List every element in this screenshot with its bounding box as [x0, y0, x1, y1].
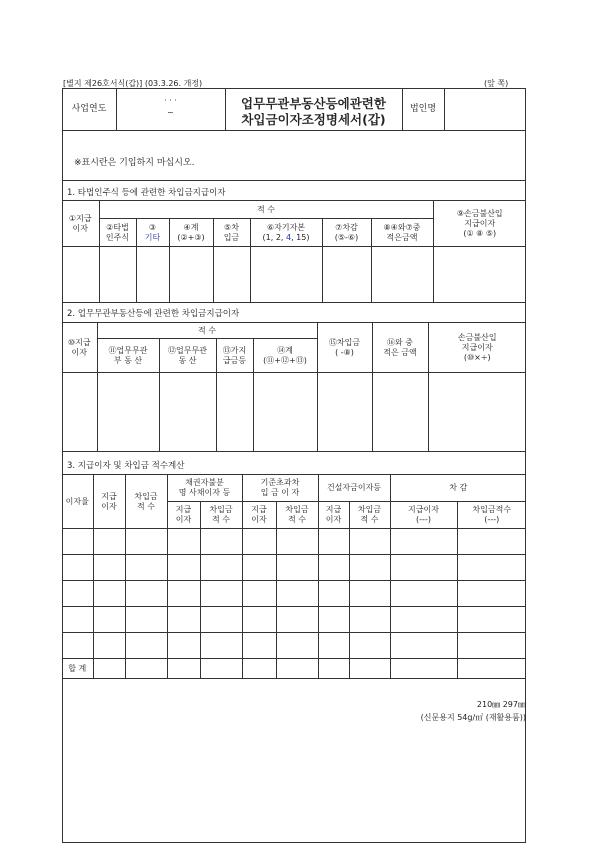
s3-g3-interest: 지급 이자: [318, 502, 349, 529]
s3-total-cell[interactable]: [349, 659, 390, 679]
s3-cell[interactable]: [390, 581, 457, 607]
s3-g3-loan: 차입금 적 수: [349, 502, 390, 529]
s3-cell[interactable]: [349, 529, 390, 555]
s3-g2-interest: 지급 이자: [242, 502, 276, 529]
section2-title: 2. 업무무관부동산등에 관련한 차입금지급이자: [67, 309, 240, 319]
s3-cell[interactable]: [276, 581, 318, 607]
s1-col6: [250, 219, 322, 247]
s2-col16: ⑯와 중 적은 금액: [372, 323, 428, 373]
s3-cell[interactable]: [200, 633, 242, 659]
s2-cell-1[interactable]: [62, 373, 97, 452]
s3-total-cell[interactable]: [457, 659, 526, 679]
s3-interest-header: 지급 이자: [93, 475, 125, 529]
s3-total-cell[interactable]: [318, 659, 349, 679]
s3-cell[interactable]: [390, 555, 457, 581]
s3-loan-header: 차입금 적 수: [125, 475, 167, 529]
s1-group-label: 적 수: [99, 201, 433, 219]
s3-total-cell[interactable]: [200, 659, 242, 679]
s2-col17: 손금불산입 지급이자 (⑩×÷): [428, 323, 526, 373]
s2-col10: ⑩지급 이자: [62, 323, 97, 373]
s3-cell[interactable]: [457, 607, 526, 633]
s2-col11: ⑪업무무관 부 동 산: [97, 339, 159, 373]
s3-cell[interactable]: [457, 555, 526, 581]
s3-row[interactable]: [62, 607, 93, 633]
s1-cell-9[interactable]: [433, 247, 526, 303]
s3-total-cell[interactable]: [125, 659, 167, 679]
s1-cell-3[interactable]: [136, 247, 169, 303]
s3-cell[interactable]: [93, 633, 125, 659]
s1-col7: ⑦차감 (⑤-⑥): [322, 219, 371, 247]
s3-cell[interactable]: [200, 555, 242, 581]
s3-cell[interactable]: [167, 555, 200, 581]
s3-cell[interactable]: [276, 607, 318, 633]
date-dots: · · ·: [164, 96, 177, 105]
s3-row[interactable]: [62, 555, 93, 581]
s3-cell[interactable]: [318, 633, 349, 659]
section3-table: [62, 474, 526, 679]
s3-g2-loan: 차입금 적 수: [276, 502, 318, 529]
section1-table: [62, 200, 526, 303]
s3-g4-loan: 차입금적수 (---): [457, 502, 526, 529]
s3-cell[interactable]: [276, 633, 318, 659]
s2-cell-2[interactable]: [97, 373, 159, 452]
s1-col3: [136, 219, 169, 247]
s3-cell[interactable]: [93, 555, 125, 581]
s3-group1: 채권자불분 명 사채이자 등: [167, 475, 242, 502]
s3-total-cell[interactable]: [93, 659, 125, 679]
corp-name-label: 법인명: [409, 104, 437, 114]
s2-col15: ⑮차입금 ( -⑧): [317, 323, 372, 373]
s3-total-cell[interactable]: [276, 659, 318, 679]
s3-total-cell[interactable]: [390, 659, 457, 679]
s2-col13: ⑬가지 급금등: [216, 339, 253, 373]
s1-cell-6[interactable]: [250, 247, 322, 303]
section2-table: [62, 322, 526, 452]
s2-cell-7[interactable]: [372, 373, 428, 452]
section1-title: 1. 타법인주식 등에 관련한 차입금지급이자: [67, 188, 226, 198]
s1-col3-num: ③: [148, 222, 157, 232]
s1-cell-7[interactable]: [322, 247, 371, 303]
s2-cell-8[interactable]: [428, 373, 526, 452]
s3-group3: 건설자금이자등: [318, 475, 390, 502]
s3-cell[interactable]: [390, 607, 457, 633]
s3-cell[interactable]: [457, 581, 526, 607]
s1-cell-1[interactable]: [62, 247, 99, 303]
s1-col6-formula-c: , 15): [291, 232, 310, 242]
s1-col6-formula-b: 4: [286, 232, 292, 242]
s3-row[interactable]: [62, 581, 93, 607]
s3-cell[interactable]: [457, 633, 526, 659]
s3-cell[interactable]: [349, 581, 390, 607]
s3-row[interactable]: [62, 529, 93, 555]
s3-cell[interactable]: [125, 633, 167, 659]
s3-cell[interactable]: [167, 581, 200, 607]
s3-cell[interactable]: [93, 607, 125, 633]
section3-title: 3. 지급이자 및 차입금 적수계산: [67, 461, 185, 471]
s1-cell-2[interactable]: [99, 247, 136, 303]
page-side-label: (앞 쪽): [484, 79, 509, 88]
s1-col4: ④계 (②+③): [169, 219, 213, 247]
s3-cell[interactable]: [125, 581, 167, 607]
s3-group4: 차 감: [390, 475, 526, 502]
s1-col8: ⑧④와⑦중 적은금액: [371, 219, 433, 247]
s3-g1-loan: 차입금 적 수: [200, 502, 242, 529]
s3-g1-interest: 지급 이자: [167, 502, 200, 529]
s2-cell-5[interactable]: [253, 373, 317, 452]
s3-cell[interactable]: [349, 555, 390, 581]
paper-spec: (신문용지 54g/㎡ (재활용품)): [420, 713, 526, 722]
form-number: [별지 제26호서식(갑)] (03.3.26. 개정): [63, 79, 203, 88]
s3-cell[interactable]: [200, 581, 242, 607]
s3-g4-interest: 지급이자 (---): [390, 502, 457, 529]
s3-cell[interactable]: [242, 555, 276, 581]
s3-cell[interactable]: [93, 581, 125, 607]
date-tilde: ~: [167, 108, 174, 117]
s1-col1-interest: ①지급 이자: [62, 201, 99, 247]
s3-cell[interactable]: [242, 529, 276, 555]
s3-cell[interactable]: [125, 529, 167, 555]
s3-total-cell[interactable]: [167, 659, 200, 679]
s2-cell-3[interactable]: [159, 373, 216, 452]
s3-row[interactable]: [62, 633, 93, 659]
s1-cell-8[interactable]: [371, 247, 433, 303]
s3-cell[interactable]: [167, 633, 200, 659]
s1-col9: ⑨손금불산입 지급이자 (① ⑧ ⑤): [433, 201, 526, 247]
s3-cell[interactable]: [318, 607, 349, 633]
s3-cell[interactable]: [318, 555, 349, 581]
s3-cell[interactable]: [349, 607, 390, 633]
s3-cell[interactable]: [167, 529, 200, 555]
s2-col14: ⑭계 (⑪+⑫+⑬): [253, 339, 317, 373]
s1-cell-4[interactable]: [169, 247, 213, 303]
s2-cell-6[interactable]: [317, 373, 372, 452]
s3-cell[interactable]: [125, 555, 167, 581]
s2-group-label: 적 수: [97, 323, 317, 339]
form-title-line1: 업무무관부동산등에관련한: [241, 96, 386, 111]
s1-col3-text: 기타: [144, 232, 161, 242]
s3-cell[interactable]: [125, 607, 167, 633]
s3-cell[interactable]: [242, 633, 276, 659]
s3-cell[interactable]: [242, 607, 276, 633]
title-block: [62, 88, 526, 130]
s3-cell[interactable]: [200, 529, 242, 555]
s2-col12: ⑫업무무관 동 산: [159, 339, 216, 373]
business-year-label: 사업연도: [71, 104, 107, 114]
s3-group2: 기준초과차 입 금 이 자: [242, 475, 318, 502]
s3-cell[interactable]: [390, 633, 457, 659]
s3-cell[interactable]: [457, 529, 526, 555]
s3-cell[interactable]: [93, 529, 125, 555]
s2-cell-4[interactable]: [216, 373, 253, 452]
s3-total-label: 합 계: [62, 659, 93, 679]
s3-cell[interactable]: [276, 555, 318, 581]
paper-size: 210㎜ 297㎜: [476, 700, 526, 709]
s3-cell[interactable]: [349, 633, 390, 659]
s3-cell[interactable]: [276, 529, 318, 555]
form-title-line2: 차입금이자조정명세서(갑): [241, 112, 386, 127]
s3-rate-header: 이자율: [62, 475, 93, 529]
s3-cell[interactable]: [318, 581, 349, 607]
s3-cell[interactable]: [167, 607, 200, 633]
s3-cell[interactable]: [318, 529, 349, 555]
s3-cell[interactable]: [390, 529, 457, 555]
s3-cell[interactable]: [200, 607, 242, 633]
s1-col6-formula-a: (1, 2,: [262, 232, 286, 242]
s3-total-cell[interactable]: [242, 659, 276, 679]
s3-cell[interactable]: [242, 581, 276, 607]
s1-col5: ⑤차 입금: [213, 219, 250, 247]
s1-col6-label: ⑥자기자본: [266, 222, 306, 232]
s1-col2: ②타법 인주식: [99, 219, 136, 247]
instruction-note: ※표시란은 기입하지 마십시오.: [74, 158, 195, 168]
s1-cell-5[interactable]: [213, 247, 250, 303]
